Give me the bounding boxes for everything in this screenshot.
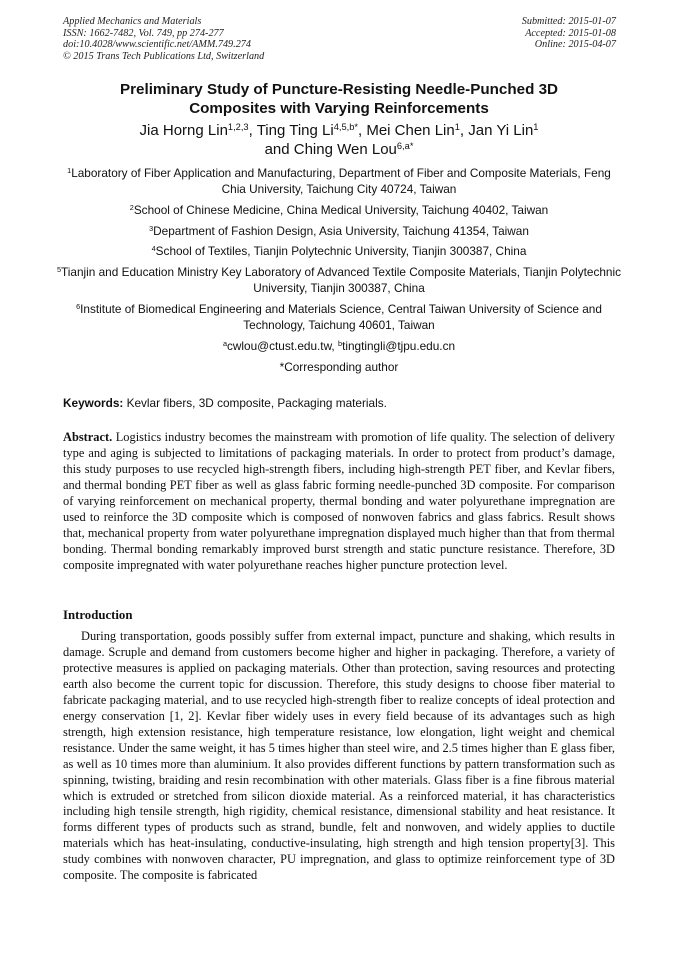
introduction-paragraph: During transportation, goods possibly suffer from external impact, puncture and shaking, which results in damage. Scruple and demand from customers become higher and higher in packaging. Therefore, a variety of protective measures is applied on packaging materials. Other than protection, saving resources and protecting earth also become the current topic for discussion. Therefore, this study designs to choose fiber material to fabricate packaging material, and to use recycled high-strength fiber to realize concepts of ideal protection and energy conservation [1, 2]. Kevlar fiber widely uses in every field because of its advantages such as high strength, high extension resistance, high temperature resistance, low elongation, light weight and chemical resistance. Under the same weight, it has 5 times higher than steel wire, and 2.5 times higher than E glass fiber, as well as 10 times more than aluminium. It also provides different functions by pattern transformation such as spinning, twisting, braiding and resin recombination with other materials. Glass fiber is a fine fibrous material which is extruded or stretched from silicon dioxide material. As a reinforced material, it has characteristics including high tensile strength, high rigidity, chemical resistance, dimensional stability and heat resistance. It forms different types of products such as strand, bundle, felt and nonwoven, and widely applies to ductile materials which has heat-insulating, conductive-insulating, high strength and high tension property[3]. This study combines with nonwoven character, PU impregnation, and glass to optimize reinforcement type of 3D composite. The composite is fabricated bbox=[63, 629, 615, 883]
author-name: and Ching Wen Lou bbox=[264, 140, 397, 158]
journal-info bbox=[63, 16, 264, 62]
email-line bbox=[55, 338, 623, 354]
author-affiliation-marker: 4,5,b* bbox=[333, 121, 358, 132]
abstract bbox=[63, 430, 615, 574]
affiliation-marker: 2 bbox=[129, 202, 134, 212]
author-name: Mei Chen Lin bbox=[366, 122, 455, 139]
affiliation-item bbox=[55, 223, 623, 239]
online-date: Online: 2015-04-07 bbox=[534, 39, 616, 51]
email-marker: b bbox=[338, 338, 343, 348]
affiliation-marker: 3 bbox=[149, 223, 154, 233]
journal-name: Applied Mechanics and Materials bbox=[63, 16, 202, 27]
keywords-label: Keywords: bbox=[63, 396, 124, 410]
keywords-text: Kevlar fibers, 3D composite, Packaging materials. bbox=[123, 396, 387, 410]
author-separator: , bbox=[459, 122, 469, 139]
email-address[interactable]: cwlou@ctust.edu.tw, bbox=[227, 338, 338, 353]
email-address[interactable]: tingtingli@tjpu.edu.cn bbox=[342, 338, 456, 353]
title-line-1: Preliminary Study of Puncture-Resisting Needle-Punched 3D bbox=[120, 81, 558, 98]
publication-dates bbox=[522, 16, 616, 51]
corresponding-author-note: *Corresponding author bbox=[279, 359, 399, 374]
affiliation-list bbox=[55, 165, 623, 379]
author-name: Ting Ting Li bbox=[256, 122, 334, 139]
affiliation-text: Department of Fashion Design, Asia University, Taichung 41354, Taiwan bbox=[153, 223, 529, 238]
author-line-1 bbox=[40, 122, 638, 141]
author-line-2 bbox=[40, 141, 638, 160]
affiliation-item bbox=[55, 264, 623, 296]
author-separator: , bbox=[248, 122, 257, 139]
author-separator: , bbox=[357, 122, 367, 139]
author-affiliation-marker: 6,a* bbox=[396, 140, 414, 151]
author-affiliation-marker: 1 bbox=[533, 121, 539, 132]
copyright-notice: © 2015 Trans Tech Publications Ltd, Switzerland bbox=[63, 50, 265, 62]
affiliation-item bbox=[55, 301, 623, 333]
affiliation-text: Institute of Biomedical Engineering and Materials Science, Central Taiwan University of Science and Technology, Taichung 40601, Taiwan bbox=[80, 301, 602, 332]
affiliation-item bbox=[55, 202, 623, 218]
paper-title bbox=[40, 80, 638, 118]
affiliation-item bbox=[55, 243, 623, 259]
affiliation-marker: 4 bbox=[151, 244, 156, 254]
affiliation-text: School of Textiles, Tianjin Polytechnic University, Tianjin 300387, China bbox=[155, 244, 527, 259]
abstract-label: Abstract. bbox=[63, 430, 113, 444]
affiliation-marker: 5 bbox=[56, 265, 62, 275]
affiliation-item bbox=[55, 165, 623, 197]
abstract-text: Logistics industry becomes the mainstream with promotion of life quality. The selection of delivery type and aging is subjected to limitations of packaging materials. In order to protect from product’s damage, this study purposes to use recycled high-strength fibers, including high-strength PET fiber, and Kevlar fibers, and thermal bonding PET fiber as well as glass fabric forming needle-punched 3D composite. For comparison of varying reinforcement on mechanical property, thermal bonding and water polyurethane impregnation are used to reinforce the 3D composite which is composed of nonwoven fabrics and glass fabrics. Result shows that, mechanical property from water polyurethane impregnation displayed much higher than that from thermal bonding. Thermal bonding remarkably improved burst strength and static puncture resistance. Therefore, 3D composite impregnated with water polyurethane reaches higher puncture protection level. bbox=[63, 430, 615, 572]
accepted-date: Accepted: 2015-01-08 bbox=[525, 27, 616, 39]
affiliation-text: School of Chinese Medicine, China Medical University, Taichung 40402, Taiwan bbox=[133, 202, 549, 217]
email-marker: a bbox=[222, 338, 227, 348]
section-heading-introduction: Introduction bbox=[63, 608, 133, 622]
journal-issn: ISSN: 1662-7482, Vol. 749, pp 274-277 bbox=[63, 27, 224, 39]
title-line-2: Composites with Varying Reinforcements bbox=[189, 100, 489, 117]
affiliation-marker: 1 bbox=[67, 165, 72, 175]
author-affiliation-marker: 1 bbox=[454, 121, 460, 132]
submitted-date: Submitted: 2015-01-07 bbox=[521, 16, 616, 27]
author-affiliation-marker: 1,2,3 bbox=[227, 121, 249, 132]
affiliation-text: Tianjin and Education Ministry Key Laboratory of Advanced Textile Composite Materials, Tianjin Polytechnic University, Tianjin 300387, China bbox=[61, 265, 622, 296]
author-name: Jia Horng Lin bbox=[139, 122, 228, 139]
journal-doi: doi:10.4028/www.scientific.net/AMM.749.274 bbox=[63, 39, 251, 51]
author-name: Jan Yi Lin bbox=[468, 122, 534, 139]
author-list bbox=[40, 122, 638, 159]
keywords bbox=[63, 396, 387, 411]
affiliation-marker: 6 bbox=[76, 301, 81, 311]
affiliation-text: Laboratory of Fiber Application and Manufacturing, Department of Fiber and Composite Materials, Feng Chia University, Taichung City 40724, Taiwan bbox=[71, 166, 611, 196]
